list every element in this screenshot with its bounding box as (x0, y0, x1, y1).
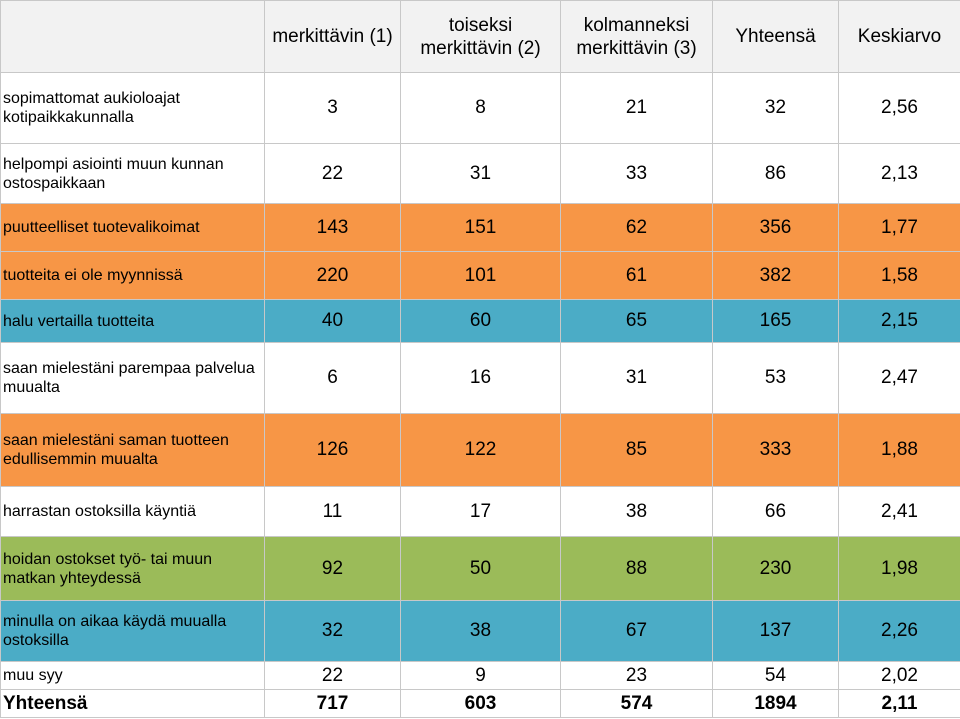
cell-average: 2,15 (839, 300, 960, 343)
cell-total: 86 (713, 144, 839, 204)
table-row (1, 662, 960, 690)
cell-third: 31 (561, 343, 713, 414)
total-third: 574 (561, 690, 713, 718)
cell-total: 66 (713, 487, 839, 537)
cell-total: 382 (713, 252, 839, 300)
cell-third: 38 (561, 487, 713, 537)
cell-total: 53 (713, 343, 839, 414)
row-label: halu vertailla tuotteita (1, 300, 265, 343)
cell-average: 2,02 (839, 662, 960, 690)
cell-first: 92 (265, 537, 401, 601)
header-total: Yhteensä (713, 1, 839, 73)
total-label: Yhteensä (1, 690, 265, 718)
cell-first: 126 (265, 414, 401, 487)
cell-third: 88 (561, 537, 713, 601)
table-row (1, 414, 960, 487)
row-label: hoidan ostokset työ- tai muun matkan yhteydessä (1, 537, 265, 601)
table-row (1, 252, 960, 300)
total-row (1, 690, 960, 718)
cell-first: 22 (265, 144, 401, 204)
header-empty (1, 1, 265, 73)
cell-third: 21 (561, 73, 713, 144)
cell-second: 122 (401, 414, 561, 487)
header-row (1, 1, 960, 73)
table-row (1, 537, 960, 601)
cell-first: 143 (265, 204, 401, 252)
cell-first: 22 (265, 662, 401, 690)
cell-second: 101 (401, 252, 561, 300)
cell-first: 6 (265, 343, 401, 414)
cell-first: 40 (265, 300, 401, 343)
cell-third: 67 (561, 601, 713, 662)
table-row (1, 144, 960, 204)
row-label: harrastan ostoksilla käyntiä (1, 487, 265, 537)
cell-average: 2,56 (839, 73, 960, 144)
total-average: 2,11 (839, 690, 960, 718)
total-total: 1894 (713, 690, 839, 718)
cell-third: 23 (561, 662, 713, 690)
row-label: helpompi asiointi muun kunnan ostospaikkaan (1, 144, 265, 204)
table-row (1, 300, 960, 343)
cell-second: 16 (401, 343, 561, 414)
cell-average: 1,77 (839, 204, 960, 252)
cell-average: 2,41 (839, 487, 960, 537)
cell-average: 2,26 (839, 601, 960, 662)
row-label: minulla on aikaa käydä muualla ostoksilla (1, 601, 265, 662)
table-row (1, 487, 960, 537)
row-label: saan mielestäni saman tuotteen edullisemmin muualta (1, 414, 265, 487)
row-label: puutteelliset tuotevalikoimat (1, 204, 265, 252)
table-row (1, 601, 960, 662)
total-second: 603 (401, 690, 561, 718)
header-first: merkittävin (1) (265, 1, 401, 73)
table-row (1, 343, 960, 414)
cell-total: 165 (713, 300, 839, 343)
cell-first: 32 (265, 601, 401, 662)
row-label: sopimattomat aukioloajat kotipaikkakunnalla (1, 73, 265, 144)
cell-first: 3 (265, 73, 401, 144)
row-label: tuotteita ei ole myynnissä (1, 252, 265, 300)
cell-second: 60 (401, 300, 561, 343)
cell-second: 50 (401, 537, 561, 601)
cell-first: 220 (265, 252, 401, 300)
cell-total: 137 (713, 601, 839, 662)
cell-second: 31 (401, 144, 561, 204)
cell-total: 356 (713, 204, 839, 252)
cell-total: 32 (713, 73, 839, 144)
cell-third: 65 (561, 300, 713, 343)
row-label: saan mielestäni parempaa palvelua muualta (1, 343, 265, 414)
header-second: toiseksi merkittävin (2) (401, 1, 561, 73)
cell-average: 1,58 (839, 252, 960, 300)
cell-second: 38 (401, 601, 561, 662)
header-average: Keskiarvo (839, 1, 960, 73)
cell-second: 8 (401, 73, 561, 144)
cell-third: 33 (561, 144, 713, 204)
cell-average: 2,47 (839, 343, 960, 414)
total-first: 717 (265, 690, 401, 718)
cell-average: 2,13 (839, 144, 960, 204)
cell-first: 11 (265, 487, 401, 537)
cell-second: 17 (401, 487, 561, 537)
cell-average: 1,88 (839, 414, 960, 487)
cell-third: 62 (561, 204, 713, 252)
row-label: muu syy (1, 662, 265, 690)
cell-third: 85 (561, 414, 713, 487)
cell-second: 151 (401, 204, 561, 252)
cell-total: 230 (713, 537, 839, 601)
header-third: kolmanneksi merkittävin (3) (561, 1, 713, 73)
table-row (1, 73, 960, 144)
cell-total: 333 (713, 414, 839, 487)
cell-second: 9 (401, 662, 561, 690)
cell-average: 1,98 (839, 537, 960, 601)
cell-third: 61 (561, 252, 713, 300)
cell-total: 54 (713, 662, 839, 690)
table-row (1, 204, 960, 252)
